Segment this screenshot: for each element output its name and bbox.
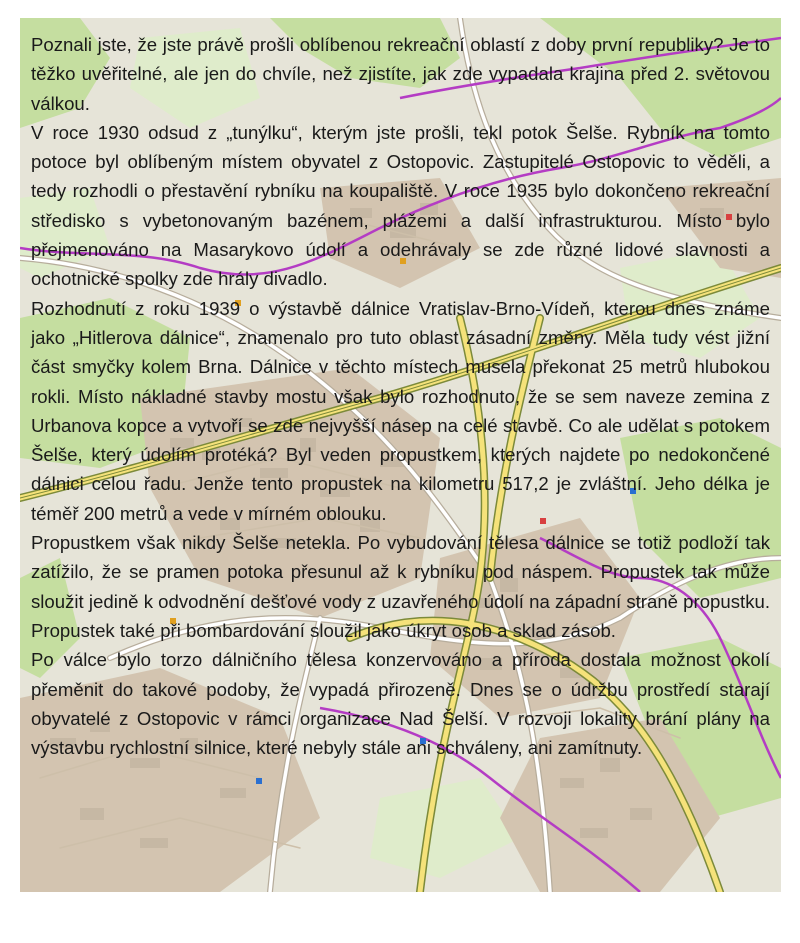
paragraph-2: V roce 1930 odsud z „tunýlku“, kterým jste prošli, tekl potok Šelše. Rybník na tomto potoce byl oblíbeným místem obyvatel z Ostopovic. Zastupitelé Ostopovic to věděli, a tedy rozhodli o přestavění rybníku na koupaliště. V roce 1935 bylo dokončeno rekreační středisko s vybetonovaným bazénem, plážemi a další infrastrukturou. Místo bylo přejmenováno na Masarykovo údolí a odehrávaly se zde různé lidové slavnosti a ochotnické spolky zde hrály divadlo. xyxy=(31,121,770,290)
map-text-panel xyxy=(20,18,781,892)
document-body xyxy=(31,30,770,762)
paragraph-3: Rozhodnutí z roku 1939 o výstavbě dálnice Vratislav-Brno-Vídeň, kterou dnes známe jako „Hitlerova dálnice“, znamenalo pro tuto oblast zásadní změny. Měla tudy vést jižní část smyčky kolem Brna. Dálnice v těchto místech musela překonat 25 metrů hlubokou rokli. Místo nákladné stavby mostu však bylo rozhodnuto, že se sem naveze zemina z Urbanova kopce a vytvoří se zde nejvyšší násep na celé stavbě. Co ale udělat s potokem Šelše, který údolím protéká? Byl veden propustkem, kterých najdete po nedokončené dálnici celou řadu. Jenže tento propustek na kilometru 517,2 je zvláštní. Jeho délka je téměř 200 metrů a vede v mírném oblouku. xyxy=(31,297,770,524)
paragraph-5: Po válce bylo torzo dálničního tělesa konzervováno a příroda dostala možnost okolí přeměnit do takové podoby, že vypadá přirozeně. Dnes se o údržbu prostředí starají obyvatelé z Ostopovic v rámci organizace Nad Šelší. V rozvoji lokality brání plány na výstavbu rychlostní silnice, které nebyly stále ani schváleny, ani zamítnuty. xyxy=(31,649,770,759)
paragraph-1: Poznali jste, že jste právě prošli oblíbenou rekreační oblastí z doby první republiky? Je to těžko uvěřitelné, ale jen do chvíle, než zjistíte, jak zde vypadala krajina před 2. světovou válkou. xyxy=(31,34,770,114)
paragraph-4: Propustkem však nikdy Šelše netekla. Po vybudování tělesa dálnice se totiž podloží tak zatížilo, že se pramen potoka přesunul až k rybníku pod náspem. Propustek tak může sloužit jedině k odvodnění dešťové vody z uzavřeného údolí na západní straně propustku. Propustek také při bombardování sloužil jako úkryt osob a sklad zásob. xyxy=(31,532,770,641)
